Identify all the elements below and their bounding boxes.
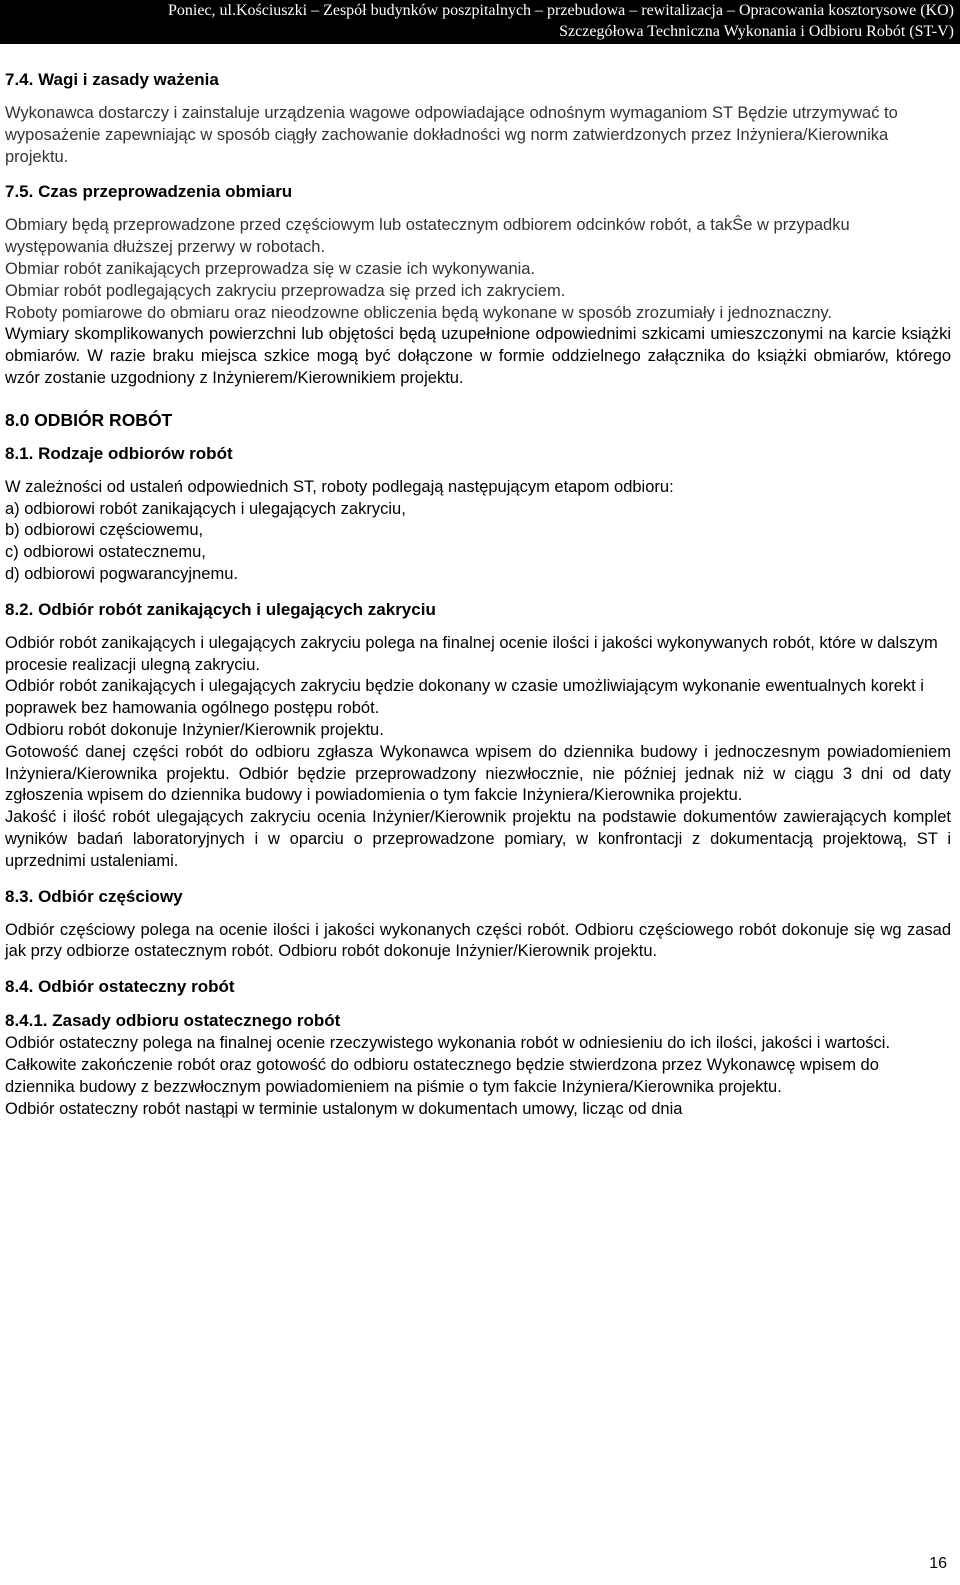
section-8-4-heading: 8.4. Odbiór ostateczny robót <box>5 977 235 997</box>
section-7-5-paragraph-2: Obmiar robót zanikających przeprowadza się w czasie ich wykonywania. <box>5 259 536 278</box>
document-body <box>5 58 951 1120</box>
section-8-2-paragraph-3: Odbioru robót dokonuje Inżynier/Kierownik projektu. <box>5 720 384 739</box>
section-8-4-1-paragraph-2: Całkowite zakończenie robót oraz gotowość do odbioru ostatecznego będzie stwierdzona przez Wykonawcę wpisem do dziennika budowy z bezzwłocznym powiadomieniem na piśmie o tym fakcie Inżyniera/Kierownika projektu. <box>5 1055 879 1096</box>
section-7-4-paragraph: Wykonawca dostarczy i zainstaluje urządzenia wagowe odpowiadające odnośnym wymaganiom ST Będzie utrzymywać to wyposażenie zapewniając w sposób ciągły zachowanie dokładności wg norm zatwierdzonych przez Inżyniera/Kierownika projektu. <box>5 104 898 166</box>
section-8-3-heading: 8.3. Odbiór częściowy <box>5 886 183 906</box>
section-8-2-paragraph-4: Gotowość danej części robót do odbioru zgłasza Wykonawca wpisem do dziennika budowy i jednoczesnym powiadomieniem Inżyniera/Kierownika projektu. Odbiór będzie przeprowadzony niezwłocznie, nie później jednak niż w ciągu 3 dni od daty zgłoszenia wpisem do dziennika budowy i powiadomienia o tym fakcie Inżyniera/Kierownika projektu. <box>5 742 951 805</box>
header-project-line: Poniec, ul.Kościuszki – Zespół budynków poszpitalnych – przebudowa – rewitalizacja – Opracowania kosztorysowe (KO) <box>167 2 954 19</box>
section-8-1-intro: W zależności od ustaleń odpowiednich ST, roboty podlegają następującym etapom odbioru: <box>5 477 674 496</box>
section-8-4-1-paragraph-1: Odbiór ostateczny polega na finalnej ocenie rzeczywistego wykonania robót w odniesieniu do ich ilości, jakości i wartości. <box>5 1034 891 1053</box>
section-7-5-paragraph-4: Roboty pomiarowe do obmiaru oraz nieodzowne obliczenia będą wykonane w sposób zrozumiały i jednoznaczny. <box>5 303 832 322</box>
section-8-4-1-heading: 8.4.1. Zasady odbioru ostatecznego robót <box>5 1011 341 1031</box>
section-8-2-heading: 8.2. Odbiór robót zanikających i ulegających zakryciu <box>5 599 436 619</box>
list-item: d) odbiorowi pogwarancyjnemu. <box>5 564 238 583</box>
section-7-5-heading: 7.5. Czas przeprowadzenia obmiaru <box>5 182 293 202</box>
section-7-4-heading: 7.4. Wagi i zasady ważenia <box>5 70 219 89</box>
page-number: 16 <box>929 1555 947 1572</box>
section-8-1-heading: 8.1. Rodzaje odbiorów robót <box>5 443 233 463</box>
section-7-5-paragraph-5: Wymiary skomplikowanych powierzchni lub objętości będą uzupełnione odpowiednimi szkicami umieszczonymi na karcie książki obmiarów. W razie braku miejsca szkice mogą być dołączone w formie oddzielnego załącznika do książki obmiarów, którego wzór zostanie uzgodniony z Inżynierem/Kierownikiem projektu. <box>5 325 951 387</box>
section-8-3-paragraph: Odbiór częściowy polega na ocenie ilości i jakości wykonanych części robót. Odbioru częściowego robót dokonuje się wg zasad jak przy odbiorze ostatecznym robót. Odbioru robót dokonuje Inżynier/Kierownik projektu. <box>5 920 951 961</box>
list-item: c) odbiorowi ostatecznemu, <box>5 543 206 562</box>
header-spec-line: Szczegółowa Techniczna Wykonania i Odbioru Robót (ST-V) <box>559 23 954 40</box>
section-8-2-paragraph-5: Jakość i ilość robót ulegających zakryciu ocenia Inżynier/Kierownik projektu na podstawie dokumentów zawierających komplet wyników badań laboratoryjnych i w oparciu o przeprowadzone pomiary, w konfrontacji z dokumentacją projektową, ST i uprzednimi ustaleniami. <box>5 808 951 870</box>
document-header <box>0 0 960 44</box>
list-item: b) odbiorowi częściowemu, <box>5 521 204 540</box>
section-8-2-paragraph-2: Odbiór robót zanikających i ulegających zakryciu będzie dokonany w czasie umożliwiającym wykonanie ewentualnych korekt i poprawek bez hamowania ogólnego postępu robót. <box>5 677 924 718</box>
section-7-5-paragraph-1: Obmiary będą przeprowadzone przed częściowym lub ostatecznym odbiorem odcinków robót, a takŜe w przypadku występowania dłuższej przerwy w robotach. <box>5 216 850 257</box>
section-8-4-1-paragraph-3: Odbiór ostateczny robót nastąpi w terminie ustalonym w dokumentach umowy, licząc od dnia <box>5 1099 683 1118</box>
section-8-2-paragraph-1: Odbiór robót zanikających i ulegających zakryciu polega na finalnej ocenie ilości i jakości wykonywanych robót, które w dalszym procesie realizacji ulegną zakryciu. <box>5 633 938 674</box>
section-7-5-paragraph-3: Obmiar robót podlegających zakryciu przeprowadza się przed ich zakryciem. <box>5 281 566 300</box>
list-item: a) odbiorowi robót zanikających i ulegających zakryciu, <box>5 499 406 518</box>
section-8-0-heading: 8.0 ODBIÓR ROBÓT <box>5 409 173 430</box>
